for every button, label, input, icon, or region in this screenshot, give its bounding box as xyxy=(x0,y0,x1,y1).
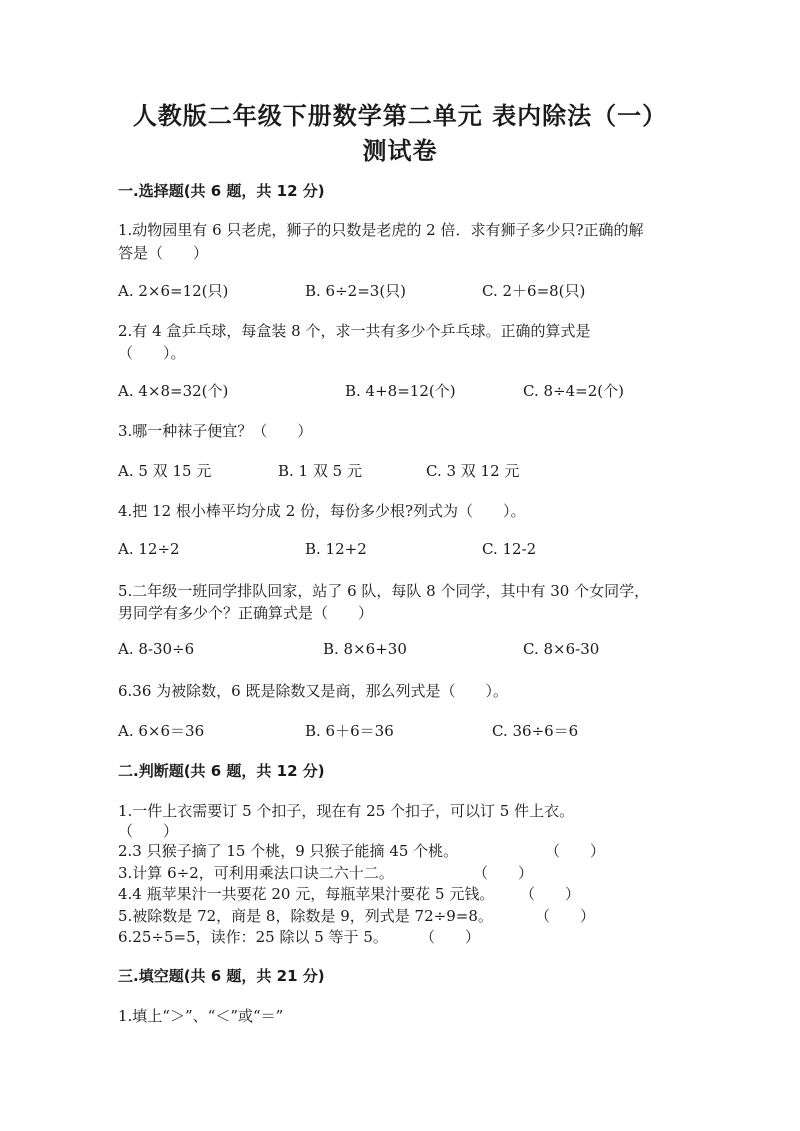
question-2-text: 2.有 4 盒乒乓球，每盒装 8 个，求一共有多少个乒乓球。正确的算式是 xyxy=(118,322,591,340)
question-5-option-a: A. 8-30÷6 xyxy=(118,640,195,658)
question-2-option-a: A. 4×8=32(个) xyxy=(118,382,229,400)
judge-item-3-answer: （ ） xyxy=(473,864,534,882)
question-5-option-c: C. 8×6-30 xyxy=(523,640,600,658)
question-2-option-b: B. 4+8=12(个) xyxy=(345,382,456,400)
question-3-text: 3.哪一种袜子便宜？（ ） xyxy=(118,422,313,440)
question-1-text-cont: 答是（ ） xyxy=(118,244,209,262)
question-3-option-a: A. 5 双 15 元 xyxy=(118,462,212,480)
question-4-text: 4.把 12 根小棒平均分成 2 份，每份多少根?列式为（ ）。 xyxy=(118,502,526,520)
question-3-option-c: C. 3 双 12 元 xyxy=(426,462,520,480)
judge-item-1-answer: （ ） xyxy=(118,822,179,840)
question-1-option-a: A. 2×6=12(只) xyxy=(118,282,229,300)
question-5-option-b: B. 8×6+30 xyxy=(323,640,407,658)
judge-item-3: 3.计算 6÷2，可利用乘法口诀二六十二。 xyxy=(118,864,394,882)
fill-question-1: 1.填上“＞”、“＜”或“＝” xyxy=(118,1007,284,1025)
question-6-option-b: B. 6＋6＝36 xyxy=(305,722,394,740)
question-1-text: 1.动物园里有 6 只老虎，狮子的只数是老虎的 2 倍．求有狮子多少只?正确的解 xyxy=(118,221,644,239)
question-4-option-b: B. 12+2 xyxy=(305,540,367,558)
page-title: 人教版二年级下册数学第二单元 表内除法（一） xyxy=(132,102,668,130)
question-4-option-c: C. 12-2 xyxy=(482,540,537,558)
section-heading-true-false: 二.判断题(共 6 题，共 12 分) xyxy=(118,762,325,780)
question-2-option-c: C. 8÷4=2(个) xyxy=(523,382,624,400)
judge-item-6: 6.25÷5=5，读作：25 除以 5 等于 5。 xyxy=(118,928,388,946)
question-6-option-a: A. 6×6＝36 xyxy=(118,722,205,740)
judge-item-2-answer: （ ） xyxy=(545,842,606,860)
judge-item-4: 4.4 瓶苹果汁一共要花 20 元，每瓶苹果汁要花 5 元钱。 xyxy=(118,885,495,903)
question-3-option-b: B. 1 双 5 元 xyxy=(278,462,362,480)
judge-item-2: 2.3 只猴子摘了 15 个桃，9 只猴子能摘 45 个桃。 xyxy=(118,842,459,860)
question-6-option-c: C. 36÷6＝6 xyxy=(492,722,579,740)
section-heading-fill-in: 三.填空题(共 6 题，共 21 分) xyxy=(118,967,325,985)
question-5-text: 5.二年级一班同学排队回家，站了 6 队，每队 8 个同学，其中有 30 个女同学， xyxy=(118,582,650,600)
section-heading-choice: 一.选择题(共 6 题，共 12 分) xyxy=(118,182,325,200)
judge-item-5-answer: （ ） xyxy=(535,907,596,925)
question-6-text: 6.36 为被除数，6 既是除数又是商，那么列式是（ ）。 xyxy=(118,682,508,700)
judge-item-1: 1.一件上衣需要订 5 个扣子，现在有 25 个扣子，可以订 5 件上衣。 xyxy=(118,802,575,820)
question-2-text-cont: （ ）。 xyxy=(118,344,186,362)
judge-item-4-answer: （ ） xyxy=(520,885,581,903)
question-1-option-b: B. 6÷2=3(只) xyxy=(305,282,407,300)
judge-item-5: 5.被除数是 72，商是 8，除数是 9，列式是 72÷9=8。 xyxy=(118,907,493,925)
question-5-text-cont: 男同学有多少个？正确算式是（ ） xyxy=(118,604,374,622)
question-4-option-a: A. 12÷2 xyxy=(118,540,180,558)
question-1-option-c: C. 2＋6=8(只) xyxy=(482,282,586,300)
page-subtitle: 测试卷 xyxy=(362,137,438,165)
judge-item-6-answer: （ ） xyxy=(420,928,481,946)
